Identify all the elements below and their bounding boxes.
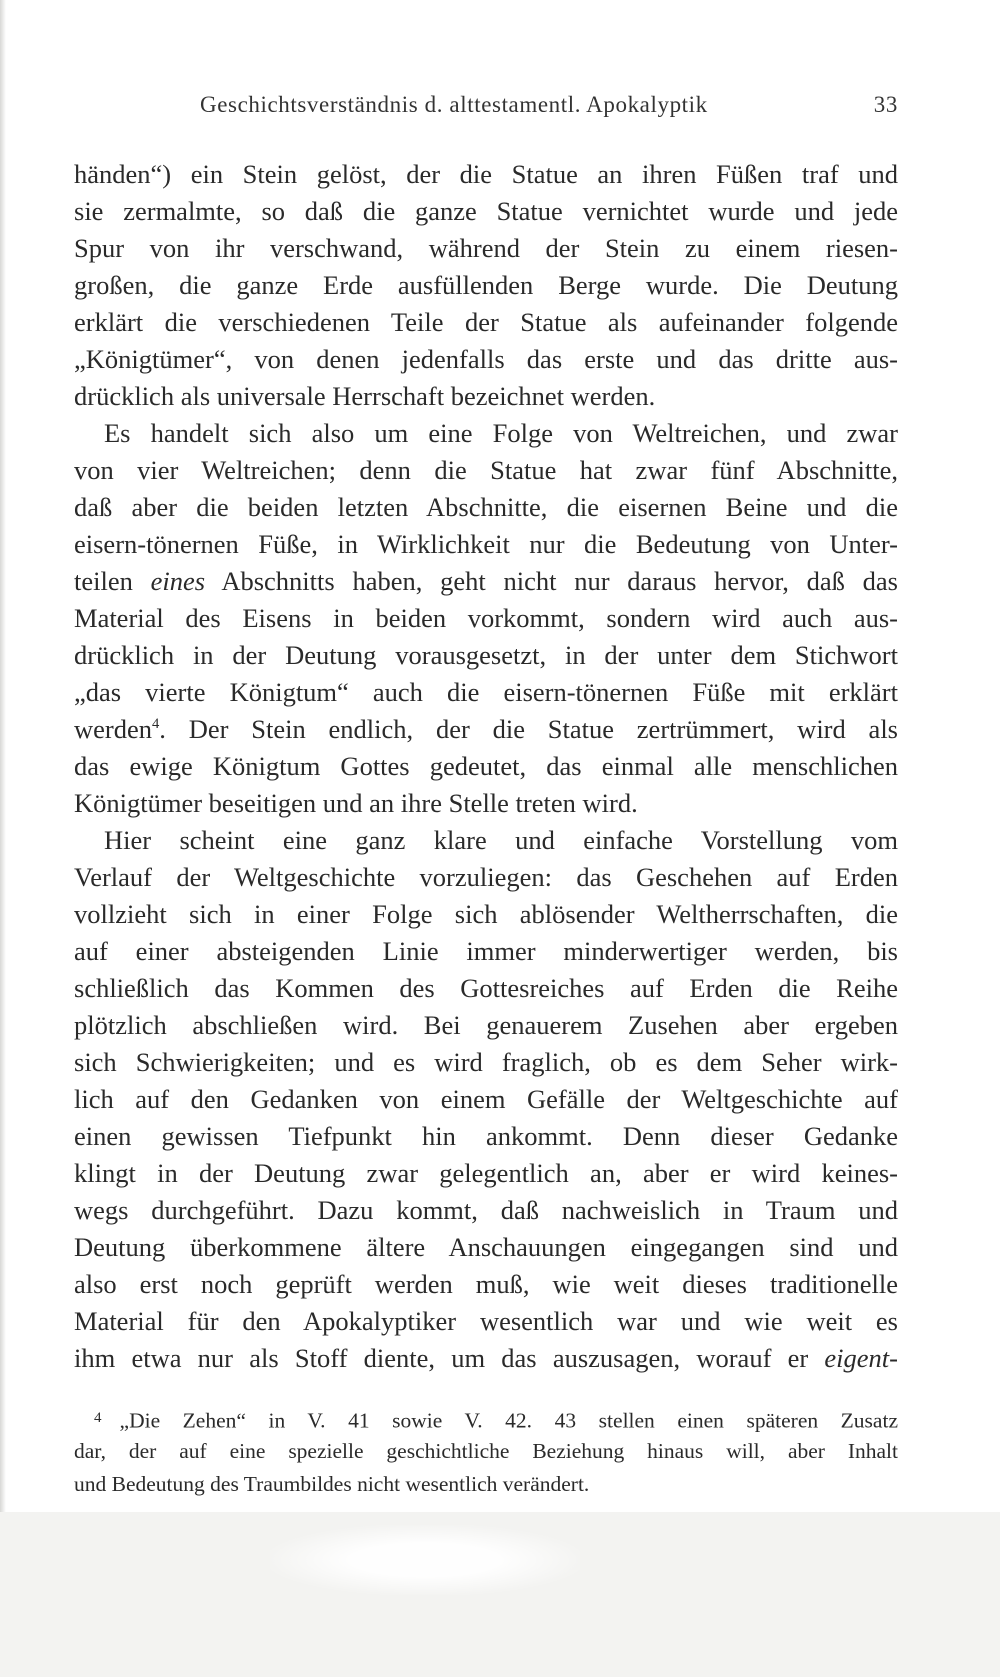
footnote-line: dar, der auf eine spezielle geschichtliche Beziehung hinaus will, aber Inhalt bbox=[74, 1439, 898, 1463]
text-line: erklärt die verschiedenen Teile der Statue als aufeinander folgende bbox=[74, 307, 898, 337]
text-segment: ihm etwa nur als Stoff diente, um das auszusagen, worauf er bbox=[74, 1343, 825, 1373]
page-number: 33 bbox=[873, 92, 898, 117]
emphasis-text: eigent- bbox=[824, 1343, 898, 1373]
text-line: eisern-tönernen Füße, in Wirklichkeit nur die Bedeutung von Unter- bbox=[74, 529, 898, 559]
footnote-marker: 4 bbox=[94, 1410, 102, 1426]
text-line: Verlauf der Weltgeschichte vorzuliegen: das Geschehen auf Erden bbox=[74, 862, 898, 892]
body-text bbox=[74, 156, 898, 1377]
text-segment: werden bbox=[74, 714, 152, 744]
text-line: wegs durchgeführt. Dazu kommt, daß nachweislich in Traum und bbox=[74, 1195, 898, 1225]
footnote-text: „Die Zehen“ in V. 41 sowie V. 42. 43 stellen einen späteren Zusatz bbox=[119, 1408, 898, 1433]
footnote-line: und Bedeutung des Traumbildes nicht wesentlich verändert. bbox=[74, 1472, 590, 1496]
text-line: vollzieht sich in einer Folge sich ablösender Weltherrschaften, die bbox=[74, 899, 898, 929]
scan-artifact bbox=[270, 1525, 580, 1595]
text-line: drücklich als universale Herrschaft bezeichnet werden. bbox=[74, 381, 656, 411]
text-line: großen, die ganze Erde ausfüllenden Berge wurde. Die Deutung bbox=[74, 270, 898, 300]
text-line: Hier scheint eine ganz klare und einfache Vorstellung vom bbox=[104, 825, 898, 855]
text-line: „das vierte Königtum“ auch die eisern-tönernen Füße mit erklärt bbox=[74, 677, 898, 707]
running-head bbox=[200, 92, 898, 128]
footnote-reference[interactable]: 4 bbox=[152, 716, 160, 733]
running-head-title: Geschichtsverständnis d. alttestamentl. Apokalyptik bbox=[200, 92, 708, 117]
text-segment: . Der Stein endlich, der die Statue zertrümmert, wird als bbox=[159, 714, 898, 744]
text-line: klingt in der Deutung zwar gelegentlich an, aber er wird keines- bbox=[74, 1158, 898, 1188]
text-line: drücklich in der Deutung vorausgesetzt, in der unter dem Stichwort bbox=[74, 640, 898, 670]
text-line: „Königtümer“, von denen jedenfalls das erste und das dritte aus- bbox=[74, 344, 898, 374]
text-line: einen gewissen Tiefpunkt hin ankommt. Denn dieser Gedanke bbox=[74, 1121, 898, 1151]
text-line: Material für den Apokalyptiker wesentlich war und wie weit es bbox=[74, 1306, 898, 1336]
text-line: Es handelt sich also um eine Folge von Weltreichen, und zwar bbox=[104, 418, 898, 448]
text-line: Deutung überkommene ältere Anschauungen eingegangen sind und bbox=[74, 1232, 898, 1262]
text-line: sie zermalmte, so daß die ganze Statue vernichtet wurde und jede bbox=[74, 196, 898, 226]
text-line: schließlich das Kommen des Gottesreiches auf Erden die Reihe bbox=[74, 973, 898, 1003]
text-line: Spur von ihr verschwand, während der Stein zu einem riesen- bbox=[74, 233, 898, 263]
footnote-line bbox=[74, 1402, 898, 1435]
text-line: plötzlich abschließen wird. Bei genauerem Zusehen aber ergeben bbox=[74, 1010, 898, 1040]
text-line: Material des Eisens in beiden vorkommt, sondern wird auch aus- bbox=[74, 603, 898, 633]
text-segment: Abschnitts haben, geht nicht nur daraus hervor, daß das bbox=[205, 566, 898, 596]
text-line: auf einer absteigenden Linie immer minderwertiger werden, bis bbox=[74, 936, 898, 966]
text-line: lich auf den Gedanken von einem Gefälle der Weltgeschichte auf bbox=[74, 1084, 898, 1114]
text-line: daß aber die beiden letzten Abschnitte, die eisernen Beine und die bbox=[74, 492, 898, 522]
text-line: Königtümer beseitigen und an ihre Stelle treten wird. bbox=[74, 788, 638, 818]
page-edge-shadow bbox=[0, 0, 6, 1512]
text-line: händen“) ein Stein gelöst, der die Statue an ihren Füßen traf und bbox=[74, 159, 898, 189]
text-line-with-emphasis bbox=[74, 1340, 898, 1377]
text-line-with-footnote-ref bbox=[74, 711, 898, 748]
text-line: das ewige Königtum Gottes gedeutet, das einmal alle menschlichen bbox=[74, 751, 898, 781]
text-line-with-emphasis bbox=[74, 563, 898, 600]
text-line: sich Schwierigkeiten; und es wird fraglich, ob es dem Seher wirk- bbox=[74, 1047, 898, 1077]
emphasis-text: eines bbox=[150, 566, 206, 596]
footnote bbox=[74, 1402, 898, 1501]
text-line: also erst noch geprüft werden muß, wie weit dieses traditionelle bbox=[74, 1269, 898, 1299]
text-segment: teilen bbox=[74, 566, 151, 596]
text-line: von vier Weltreichen; denn die Statue hat zwar fünf Abschnitte, bbox=[74, 455, 898, 485]
